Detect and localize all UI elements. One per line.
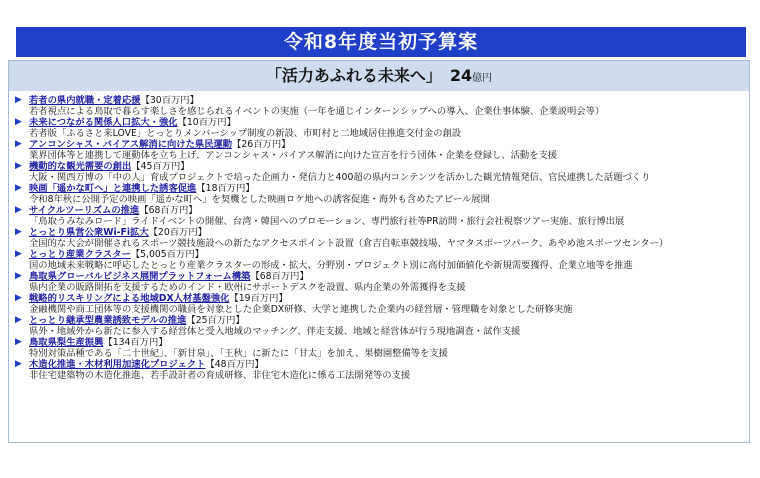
item-title: 木造化推進・木材利用加速化プロジェクト	[29, 359, 206, 370]
list-item	[15, 293, 743, 315]
item-body	[29, 95, 743, 117]
chevron-right-icon: ▶	[15, 183, 22, 193]
page-title: 令和8年度当初予算案	[16, 27, 746, 57]
item-description: 特別対策品種である「二十世紀」、「新甘泉」、「王秋」に新たに「甘太」を加え、果樹園整備等を支援	[29, 348, 448, 359]
item-description: 全国的な大会が開催されるスポーツ競技施設への新たなアクセスポイント設置（倉吉自転車競技場、ヤマタスポーツパーク、あやめ池スポーツセンター）	[29, 238, 669, 249]
item-budget: 【10百万円】	[177, 117, 236, 128]
item-heading	[29, 293, 743, 304]
item-description: 「鳥取うみなみロード」ライドイベントの開催、台湾・韓国へのプロモーション、専門旅行社等PR訪問・旅行会社視察ツアー実施、旅行博出展	[29, 216, 625, 227]
item-description: 令和8年秋に公開予定の映画「遥かな町へ」を契機とした映画ロケ地への誘客促進・海外も含めたアピール展開	[29, 194, 490, 205]
item-title: とっとり県営公衆Wi-Fi拡大	[29, 227, 149, 238]
chevron-right-icon: ▶	[15, 359, 22, 369]
item-description: 若者版「ふるさと来LOVE」とっとりメンバーシップ制度の新設、市町村と二地域居住推進交付金の創設	[29, 128, 462, 139]
item-heading	[29, 95, 743, 106]
item-title: 鳥取県グローバルビジネス展開プラットフォーム構築	[29, 271, 251, 282]
list-item	[15, 271, 743, 293]
item-body	[29, 293, 743, 315]
item-description: 若者視点による鳥取で暮らす楽しさを感じられるイベントの実施（一年を通じインターンシップへの導入、企業仕事体験、企業説明会等）	[29, 106, 605, 117]
item-body	[29, 359, 743, 381]
subtitle-text: 「活力あふれる未来へ」	[265, 66, 442, 85]
item-body	[29, 337, 743, 359]
item-body	[29, 183, 743, 205]
item-title: 未来につながる関係人口拡大・強化	[29, 117, 178, 128]
item-heading	[29, 227, 743, 238]
item-description: 金融機関や商工団体等の支援機関の職員を対象とした企業DX研修、大学と連携した企業内の経営層・管理職を対象とした研修実施	[29, 304, 573, 315]
item-heading	[29, 183, 743, 194]
item-description: 県外・地域外から新たに参入する経営体と受入地域のマッチング、伴走支援、地域と経営体が行う現地調査・試作支援	[29, 326, 521, 337]
item-heading	[29, 315, 743, 326]
item-body	[29, 139, 743, 161]
item-title: 機動的な観光需要の創出	[29, 161, 132, 172]
item-title: 若者の県内就職・定着応援	[29, 95, 141, 106]
item-description: 大阪・関西万博の「中の人」育成プロジェクトで培った企画力・発信力と400超の県内コンテンツを活かした観光情報発信、官民連携した話題づくり	[29, 172, 651, 183]
list-item	[15, 139, 743, 161]
item-body	[29, 117, 743, 139]
item-title: 戦略的リスキリングによる地域DX人材基盤強化	[29, 293, 230, 304]
item-heading	[29, 359, 743, 370]
chevron-right-icon: ▶	[15, 293, 22, 303]
item-title: とっとり産業クラスター	[29, 249, 131, 260]
item-budget: 【18百万円】	[196, 183, 255, 194]
item-title: 鳥取県梨生産振興	[29, 337, 104, 348]
budget-item-list	[9, 91, 749, 381]
item-budget: 【45百万円】	[131, 161, 190, 172]
item-heading	[29, 139, 743, 150]
list-item	[15, 205, 743, 227]
item-heading	[29, 117, 743, 128]
item-budget: 【26百万円】	[232, 139, 291, 150]
list-item	[15, 227, 743, 249]
item-budget: 【48百万円】	[205, 359, 264, 370]
list-item	[15, 117, 743, 139]
item-description: 国の地域未来戦略に呼応したとっとり産業クラスターの形成・拡大、分野別・プロジェクト別に高付加価値化や新規需要獲得、企業立地等を推進	[29, 260, 633, 271]
item-title: とっとり継承型農業誘致モデルの推進	[29, 315, 187, 326]
item-description: 業界団体等と連携して運動体を立ち上げ、アンコンシャス・バイアス解消に向けた宣言を行う団体・企業を登録し、活動を支援	[29, 150, 558, 161]
subtitle-banner	[9, 61, 749, 91]
item-body	[29, 161, 743, 183]
list-item	[15, 161, 743, 183]
item-body	[29, 271, 743, 293]
chevron-right-icon: ▶	[15, 249, 22, 259]
item-body	[29, 227, 743, 249]
list-item	[15, 337, 743, 359]
item-budget: 【68百万円】	[250, 271, 309, 282]
list-item	[15, 183, 743, 205]
chevron-right-icon: ▶	[15, 139, 22, 149]
chevron-right-icon: ▶	[15, 205, 22, 215]
item-title: サイクルツーリズムの推進	[29, 205, 140, 216]
item-body	[29, 205, 743, 227]
list-item	[15, 359, 743, 381]
item-body	[29, 315, 743, 337]
total-amount: 24	[449, 66, 473, 85]
item-budget: 【30百万円】	[140, 95, 199, 106]
total-unit: 億円	[472, 73, 493, 84]
list-item	[15, 315, 743, 337]
item-title: アンコンシャス・バイアス解消に向けた県民運動	[29, 139, 233, 150]
chevron-right-icon: ▶	[15, 271, 22, 281]
item-heading	[29, 249, 743, 260]
item-budget: 【134百万円】	[103, 337, 168, 348]
list-item	[15, 249, 743, 271]
chevron-right-icon: ▶	[15, 315, 22, 325]
item-heading	[29, 205, 743, 216]
chevron-right-icon: ▶	[15, 95, 22, 105]
item-budget: 【5,005百万円】	[130, 249, 204, 260]
chevron-right-icon: ▶	[15, 227, 22, 237]
item-heading	[29, 161, 743, 172]
item-heading	[29, 337, 743, 348]
budget-panel	[8, 60, 750, 443]
item-budget: 【20百万円】	[148, 227, 207, 238]
chevron-right-icon: ▶	[15, 117, 22, 127]
chevron-right-icon: ▶	[15, 337, 22, 347]
item-budget: 【19百万円】	[229, 293, 288, 304]
list-item	[15, 95, 743, 117]
item-budget: 【25百万円】	[186, 315, 245, 326]
chevron-right-icon: ▶	[15, 161, 22, 171]
item-budget: 【68百万円】	[139, 205, 198, 216]
item-heading	[29, 271, 743, 282]
item-title: 映画「遥かな町へ」と連携した誘客促進	[29, 183, 197, 194]
item-description: 非住宅建築物の木造化推進、若手設計者の育成研修、非住宅木造化に係る工法開発等の支援	[29, 370, 411, 381]
item-description: 県内企業の販路開拓を支援するためのインド・欧州にサポートデスクを設置、県内企業の外需獲得を支援	[29, 282, 466, 293]
item-body	[29, 249, 743, 271]
